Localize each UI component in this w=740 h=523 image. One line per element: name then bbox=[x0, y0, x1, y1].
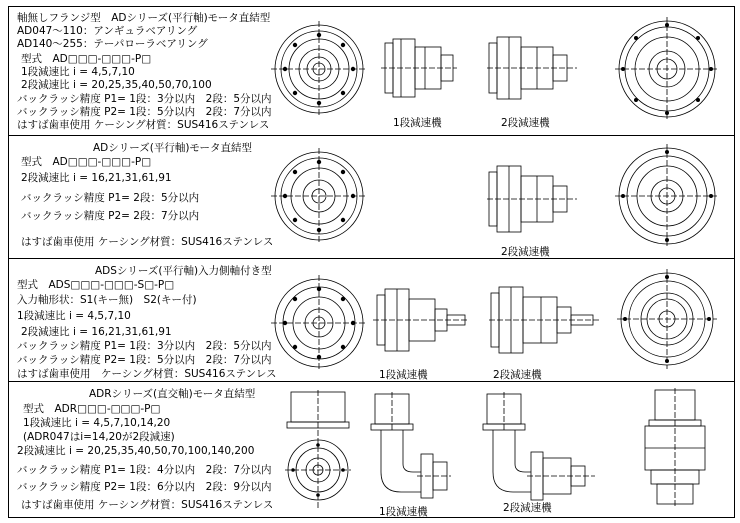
section-title: 軸無しフランジ型 ADシリーズ(平行軸)モータ直結型 bbox=[17, 12, 271, 24]
two-stage-side-drawing bbox=[487, 162, 577, 236]
section-title: ADシリーズ(平行軸)モータ直結型 bbox=[93, 142, 253, 154]
spec-line: AD140～255：テーパローラベアリング bbox=[17, 38, 208, 50]
model-code: 型式 ADR□□□-□□□-P□ bbox=[23, 403, 161, 415]
spec-line: AD047～110：アンギュラベアリング bbox=[17, 25, 198, 37]
section-adr-right-angle bbox=[9, 382, 734, 518]
ratio-line: 2段減速比 i = 20,25,35,40,50,70,100,140,200 bbox=[17, 445, 255, 457]
backlash-line: バックラッシ精度 P2= 2段：7分以内 bbox=[21, 210, 200, 222]
caption-one-stage: 1段減速機 bbox=[393, 117, 442, 129]
one-stage-side-drawing bbox=[373, 285, 469, 355]
front-view-drawing bbox=[271, 148, 367, 244]
rear-view-drawing bbox=[615, 144, 719, 248]
two-stage-side-drawing bbox=[489, 283, 599, 357]
material-line: はすば歯車使用 ケーシング材質：SUS416ステンレス bbox=[17, 119, 270, 131]
backlash-line: バックラッシ精度 P2= 1段：5分以内 2段：7分以内 bbox=[17, 106, 272, 118]
caption-two-stage: 2段減速機 bbox=[493, 369, 542, 381]
one-stage-side-drawing bbox=[361, 392, 451, 502]
one-stage-side-drawing bbox=[381, 35, 457, 101]
model-code: 型式 AD□□□-□□□-P□ bbox=[21, 156, 152, 168]
caption-two-stage: 2段減速機 bbox=[501, 117, 550, 129]
backlash-line: バックラッシ精度 P2= 1段：5分以内 2段：7分以内 bbox=[17, 354, 272, 366]
rear-view-drawing bbox=[615, 17, 719, 121]
section-ads-input-shaft bbox=[9, 259, 734, 381]
rear-view-drawing bbox=[617, 269, 717, 369]
ratio-line: 1段減速比 i = 4,5,7,10,14,20 bbox=[23, 417, 171, 429]
rear-view-drawing bbox=[635, 388, 715, 508]
backlash-line: バックラッシ精度 P1= 2段：5分以内 bbox=[21, 192, 200, 204]
backlash-line: バックラッシ精度 P1= 1段：4分以内 2段：7分以内 bbox=[17, 464, 272, 476]
input-shaft-line: 入力軸形状：S1(キー無) S2(キー付) bbox=[17, 294, 197, 306]
material-line: はすば歯車使用 ケーシング材質：SUS416ステンレス bbox=[21, 236, 274, 248]
front-view-drawing bbox=[271, 21, 367, 117]
backlash-line: バックラッシ精度 P1= 1段：3分以内 2段：5分以内 bbox=[17, 93, 272, 105]
ratio-line: 1段減速比 i = 4,5,7,10 bbox=[21, 66, 135, 78]
ratio-note: (ADR047はi=14,20が2段減速) bbox=[23, 431, 175, 443]
ratio-line: 1段減速比 i = 4,5,7,10 bbox=[17, 310, 131, 322]
caption-two-stage: 2段減速機 bbox=[503, 502, 552, 514]
section-title: ADRシリーズ(直交軸)モータ直結型 bbox=[89, 388, 256, 400]
section-ad-flange bbox=[9, 7, 734, 135]
front-view-drawing bbox=[271, 275, 367, 371]
model-code: 型式 AD□□□-□□□-P□ bbox=[21, 53, 152, 65]
ratio-line: 2段減速比 i = 16,21,31,61,91 bbox=[21, 172, 172, 184]
caption-one-stage: 1段減速機 bbox=[379, 369, 428, 381]
model-code: 型式 ADS□□□-□□□-S□-P□ bbox=[17, 279, 175, 291]
two-stage-side-drawing bbox=[487, 33, 577, 103]
two-stage-side-drawing bbox=[479, 392, 599, 502]
catalog-sheet bbox=[8, 6, 735, 518]
material-line: はすば歯車使用 ケーシング材質：SUS416ステンレス bbox=[17, 368, 277, 380]
section-title: ADSシリーズ(平行軸)入力側軸付き型 bbox=[95, 265, 272, 277]
front-view-drawing bbox=[285, 390, 351, 510]
ratio-line: 2段減速比 i = 20,25,35,40,50,70,100 bbox=[21, 79, 212, 91]
backlash-line: バックラッシ精度 P2= 1段：6分以内 2段：9分以内 bbox=[17, 481, 272, 493]
section-ad-motor bbox=[9, 136, 734, 258]
ratio-line: 2段減速比 i = 16,21,31,61,91 bbox=[21, 326, 172, 338]
caption-one-stage: 1段減速機 bbox=[379, 506, 428, 518]
caption-two-stage: 2段減速機 bbox=[501, 246, 550, 258]
material-line: はすば歯車使用 ケーシング材質：SUS416ステンレス bbox=[21, 499, 274, 511]
backlash-line: バックラッシ精度 P1= 1段：3分以内 2段：5分以内 bbox=[17, 340, 272, 352]
